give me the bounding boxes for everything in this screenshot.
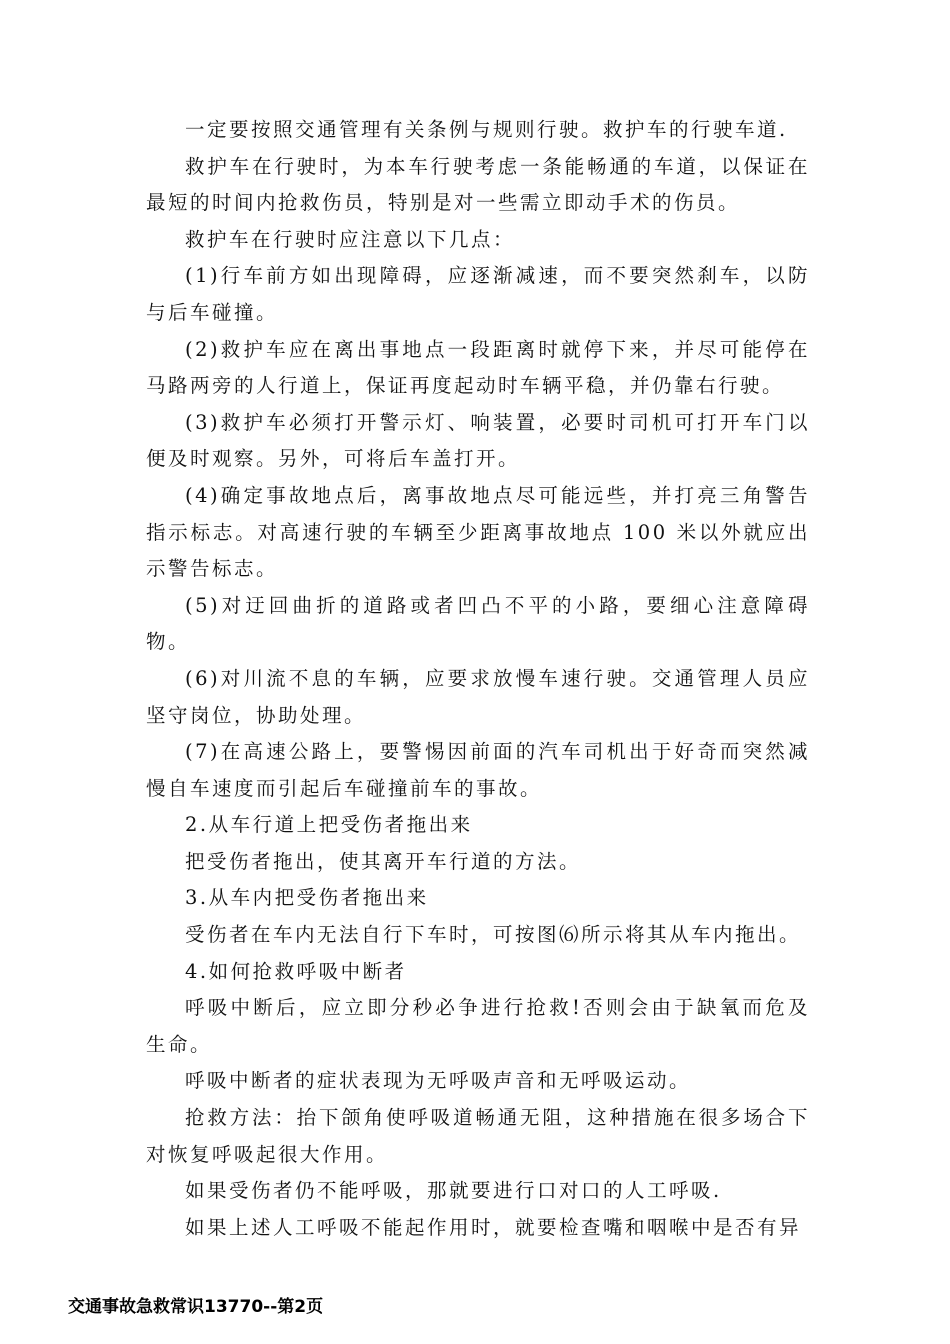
paragraph: 如果受伤者仍不能呼吸，那就要进行口对口的人工呼吸. xyxy=(185,1179,722,1203)
paragraph: 救护车在行驶时，为本车行驶考虑一条能畅通的车道，以保证在最短的时间内抢救伤员，特别是对一些需立即动手术的伤员。 xyxy=(146,154,810,215)
document-body xyxy=(146,112,810,1246)
section-heading: 4.如何抢救呼吸中断者 xyxy=(185,959,407,983)
paragraph: 把受伤者拖出，使其离开车行道的方法。 xyxy=(185,849,582,873)
section-heading: 2.从车行道上把受伤者拖出来 xyxy=(185,813,473,837)
paragraph: 受伤者在车内无法自行下车时，可按图⑹所示将其从车内拖出。 xyxy=(185,923,802,947)
paragraph: (4)确定事故地点后，离事故地点尽可能远些，并打亮三角警告指示标志。对高速行驶的车辆至少距离事故地点 100 米以外就应出示警告标志。 xyxy=(146,483,810,581)
section-heading: 3.从车内把受伤者拖出来 xyxy=(185,886,429,910)
page-footer: 交通事故急救常识13770--第2页 xyxy=(68,1297,324,1317)
paragraph: (7)在高速公路上，要警惕因前面的汽车司机出于好奇而突然减慢自车速度而引起后车碰撞前车的事故。 xyxy=(146,740,810,800)
paragraph: 如果上述人工呼吸不能起作用时，就要检查嘴和咽喉中是否有异 xyxy=(185,1215,802,1239)
paragraph: (5)对迂回曲折的道路或者凹凸不平的小路，要细心注意障碍物。 xyxy=(146,593,810,654)
paragraph: 一定要按照交通管理有关条例与规则行驶。救护车的行驶车道. xyxy=(185,118,788,141)
paragraph: (6)对川流不息的车辆，应要求放慢车速行驶。交通管理人员应坚守岗位，协助处理。 xyxy=(146,666,810,727)
paragraph: 呼吸中断后，应立即分秒必争进行抢救!否则会由于缺氧而危及生命。 xyxy=(146,996,810,1056)
paragraph: (2)救护车应在离出事地点一段距离时就停下来，并尽可能停在马路两旁的人行道上，保证再度起动时车辆平稳，并仍靠右行驶。 xyxy=(146,337,810,398)
paragraph: 救护车在行驶时应注意以下几点： xyxy=(185,227,516,251)
paragraph: 呼吸中断者的症状表现为无呼吸声音和无呼吸运动。 xyxy=(185,1069,692,1093)
paragraph: (1)行车前方如出现障碍，应逐渐减速，而不要突然刹车，以防与后车碰撞。 xyxy=(146,264,810,324)
paragraph: 抢救方法：抬下颌角使呼吸道畅通无阻，这种措施在很多场合下对恢复呼吸起很大作用。 xyxy=(146,1106,810,1166)
paragraph: (3)救护车必须打开警示灯、响装置，必要时司机可打开车门以便及时观察。另外，可将后车盖打开。 xyxy=(146,410,810,471)
